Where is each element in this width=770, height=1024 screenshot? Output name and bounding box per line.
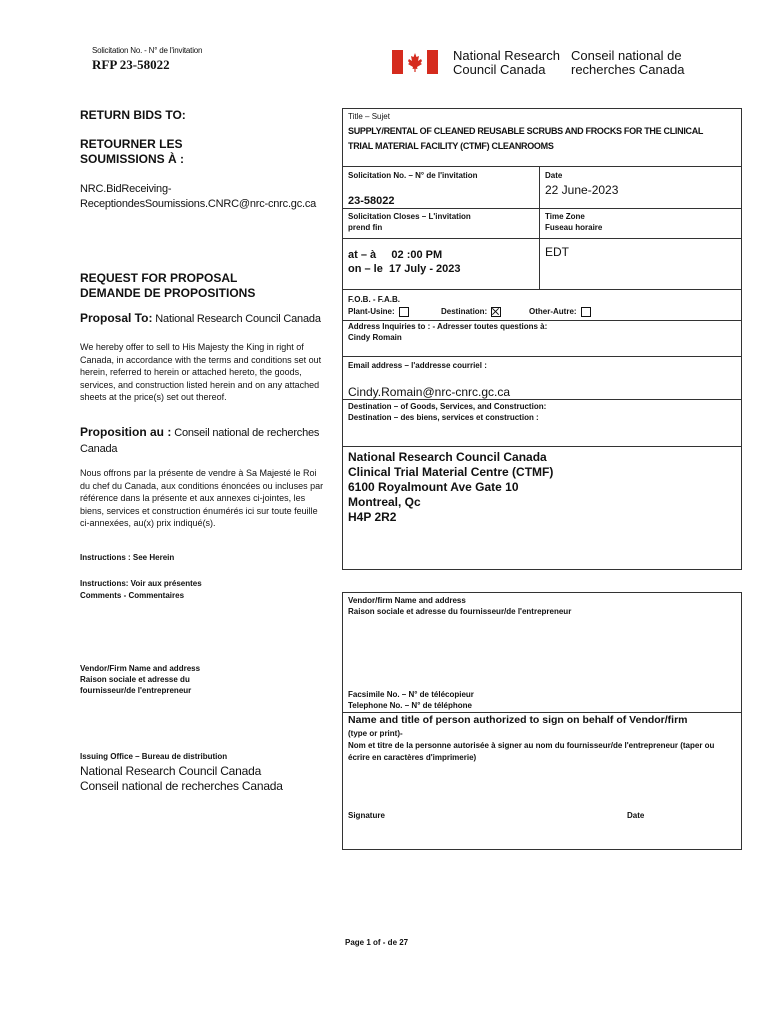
rfp-number: RFP 23-58022 [92, 57, 170, 72]
retourner-heading: RETOURNER LES SOUMISSIONS À : [80, 137, 185, 166]
signature-date-label: Date [627, 811, 645, 820]
page-number: Page 1 of - de 27 [345, 938, 409, 947]
proposal-to: Proposal To: National Research Council Canada [80, 311, 321, 325]
destination-label: Destination – of Goods, Services, and Construction: Destination – des biens, services et construction : [348, 402, 547, 422]
destination-option: Destination: [441, 307, 501, 317]
email-value: Cindy.Romain@nrc-cnrc.gc.ca [348, 385, 511, 399]
title-value: SUPPLY/RENTAL OF CLEANED REUSABLE SCRUBS AND FROCKS FOR THE CLINICAL TRIAL MATERIAL FACILITY (CTMF) CLEANROOMS [348, 126, 703, 151]
issuing-office-label: Issuing Office – Bureau de distribution [80, 752, 228, 761]
destination-checkbox[interactable] [491, 307, 501, 317]
closing-date-value: on – le 17 July - 2023 [348, 263, 461, 275]
org-name-fr: Conseil national de recherches Canada [571, 48, 685, 77]
signature-label: Signature [348, 811, 385, 820]
plant-checkbox[interactable] [399, 307, 409, 317]
authorized-person-label: Name and title of person authorized to sign on behalf of Vendor/firm [348, 714, 688, 726]
destination-address: National Research Council Canada Clinical Trial Material Centre (CTMF) 6100 Royalmount Ave Gate 10 Montreal, Qc H4P 2R2 [348, 450, 554, 524]
date-value: 22 June-2023 [545, 183, 619, 197]
solicitation-no-value: 23-58022 [348, 195, 395, 207]
rfp-heading: REQUEST FOR PROPOSAL DEMANDE DE PROPOSITIONS [80, 271, 256, 300]
org-name-en: National Research Council Canada [453, 48, 560, 77]
inquiries-name: Cindy Romain [348, 333, 402, 342]
authorized-person-detail: (type or print)- Nom et titre de la personne autorisée à signer au nom du fournisseur/de l'entrepreneur (taper ou écrire en caractères d'imprimerie) [348, 729, 715, 762]
instructions: Instructions : See Herein [80, 553, 175, 562]
comments-label: Comments - Commentaires [80, 591, 185, 600]
issuing-office-en: National Research Council Canada [80, 764, 262, 778]
title-label: Title – Sujet [348, 112, 390, 121]
other-option: Other-Autre: [529, 307, 591, 317]
solicitation-no-label: Solicitation No. – N° de l'invitation [348, 171, 478, 180]
closes-label: Solicitation Closes – L'invitation prend fin [348, 212, 471, 232]
solicitation-caption: Solicitation No. - N° de l'invitation [92, 46, 203, 55]
issuing-office-fr: Conseil national de recherches Canada [80, 779, 283, 793]
bid-email: NRC.BidReceiving- ReceptiondesSoumissions.CNRC@nrc-cnrc.gc.ca [80, 183, 317, 210]
other-checkbox[interactable] [581, 307, 591, 317]
offer-text-en: We hereby offer to sell to His Majesty the King in right of Canada, in accordance with the terms and conditions set out herein, referred to herein or attached hereto, the goods, services, and construction listed herein and on any attached sheets at the price(s) set out thereof. [80, 342, 322, 402]
fob-label: F.O.B. - F.A.B. [348, 295, 400, 304]
inquiries-label: Address Inquiries to : - Adresser toutes questions à: [348, 322, 548, 331]
offer-text-fr: Nous offrons par la présente de vendre à Sa Majesté le Roi du chef du Canada, aux conditions énoncées ou incluses par référence dans la présente et aux annexes ci-jointes, les biens, services et construction énumérés ici sur toute feuille ci-annexées, au(x) prix indiqué(s). [80, 468, 324, 528]
return-bids-heading: RETURN BIDS TO: [80, 108, 186, 122]
instructions-fr: Instructions: Voir aux présentes [80, 579, 202, 588]
phone-label: Facsimile No. – N° de télécopieur Telephone No. – N° de téléphone [348, 690, 474, 710]
vendor-name-label: Vendor/firm Name and address Raison sociale et adresse du fournisseur/de l'entrepreneur [348, 596, 572, 616]
proposition-au: Proposition au : Conseil national de recherches Canada [80, 425, 320, 455]
email-label: Email address – l'addresse courriel : [348, 361, 487, 370]
date-label: Date [545, 171, 563, 180]
closing-time-value: at – à 02 :00 PM [348, 249, 443, 261]
vendor-label-left: Vendor/Firm Name and address Raison sociale et adresse du fournisseur/de l'entrepreneur [80, 664, 201, 695]
plant-usine: Plant-Usine: [348, 307, 409, 317]
timezone-value: EDT [545, 245, 569, 259]
timezone-label: Time Zone Fuseau horaire [545, 212, 603, 232]
canada-flag-icon [392, 50, 438, 74]
